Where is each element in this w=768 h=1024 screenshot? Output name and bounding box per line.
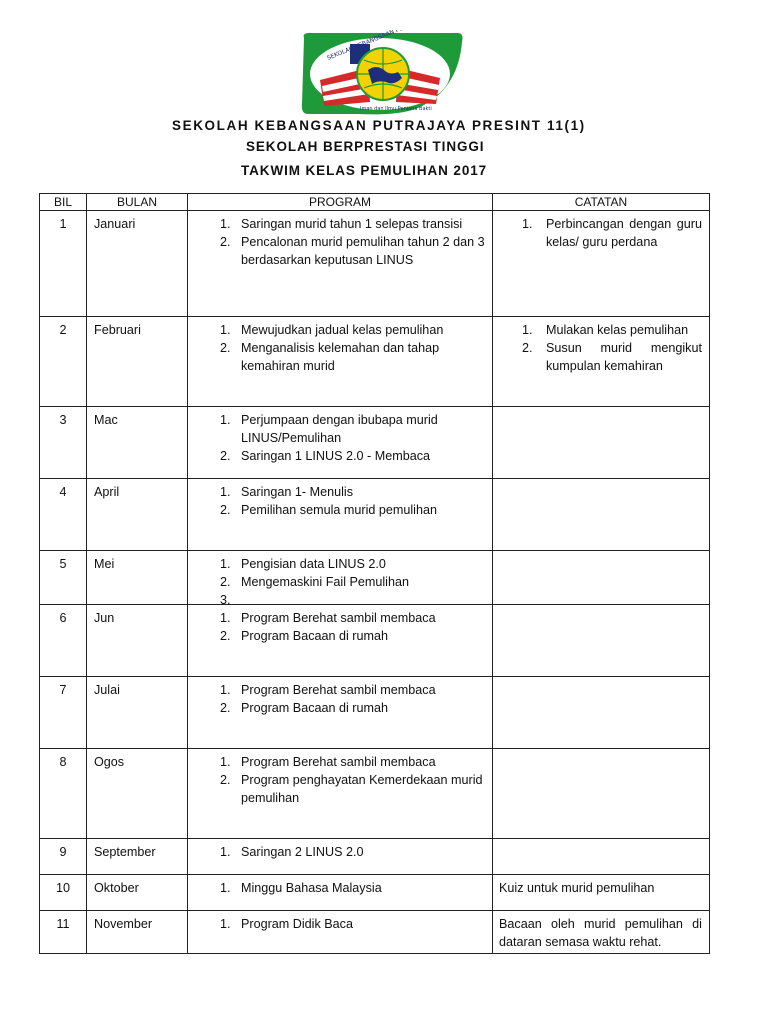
list-text: Saringan 1- Menulis <box>241 485 354 499</box>
list-text: Saringan murid tahun 1 selepas transisi <box>241 217 463 231</box>
cell-bil: 4 <box>40 479 87 551</box>
list-number: 2. <box>220 701 231 715</box>
cell-program <box>188 551 493 605</box>
cell-bulan: Februari <box>87 317 188 407</box>
cell-bil: 6 <box>40 605 87 677</box>
list-item <box>188 879 486 897</box>
cell-catatan <box>493 317 710 407</box>
list-number: 2. <box>220 235 231 249</box>
list-number: 2. <box>220 341 231 355</box>
cell-catatan <box>493 749 710 839</box>
cell-bulan: Januari <box>87 211 188 317</box>
list-item <box>188 681 486 699</box>
cell-catatan <box>493 479 710 551</box>
list-number: 1. <box>220 881 231 895</box>
cell-catatan <box>493 677 710 749</box>
list-number: 3. <box>220 593 231 607</box>
list-number: 1. <box>522 323 533 337</box>
numbered-list <box>188 915 486 933</box>
header-catatan: CATATAN <box>493 194 710 211</box>
cell-bil: 2 <box>40 317 87 407</box>
cell-program <box>188 211 493 317</box>
list-number: 1. <box>220 755 231 769</box>
list-number: 1. <box>220 683 231 697</box>
list-text: Minggu Bahasa Malaysia <box>241 881 382 895</box>
list-text: Mengemaskini Fail Pemulihan <box>241 575 409 589</box>
list-text: Program Berehat sambil membaca <box>241 755 436 769</box>
cell-catatan <box>493 551 710 605</box>
table-row <box>40 677 710 749</box>
list-text: Program Didik Baca <box>241 917 353 931</box>
calendar-table <box>39 193 710 954</box>
cell-program <box>188 677 493 749</box>
list-number: 1. <box>220 217 231 231</box>
list-item <box>188 753 486 771</box>
cell-catatan <box>493 211 710 317</box>
list-item <box>188 915 486 933</box>
list-number: 1. <box>220 323 231 337</box>
cell-bulan: Mei <box>87 551 188 605</box>
school-subtitle: SEKOLAH BERPRESTASI TINGGI <box>246 139 485 154</box>
numbered-list <box>188 879 486 897</box>
list-number: 2. <box>220 575 231 589</box>
cell-program <box>188 875 493 911</box>
list-text: Program Berehat sambil membaca <box>241 683 436 697</box>
cell-program <box>188 749 493 839</box>
list-text: Mewujudkan jadual kelas pemulihan <box>241 323 444 337</box>
list-number: 2. <box>220 629 231 643</box>
cell-bil: 8 <box>40 749 87 839</box>
school-name-title: SEKOLAH KEBANGSAAN PUTRAJAYA PRESINT 11(1) <box>172 118 586 133</box>
list-text: Susun murid mengikut kumpulan kemahiran <box>546 341 702 373</box>
list-number: 1. <box>220 611 231 625</box>
list-text: Perbincangan dengan guru kelas/ guru perdana <box>546 217 702 249</box>
table-row <box>40 911 710 954</box>
table-row <box>40 551 710 605</box>
list-number: 2. <box>522 341 533 355</box>
table-header-row <box>40 194 710 211</box>
cell-program <box>188 839 493 875</box>
list-text: Perjumpaan dengan ibubapa murid LINUS/Pemulihan <box>241 413 438 445</box>
cell-bulan: Mac <box>87 407 188 479</box>
list-text: Program Berehat sambil membaca <box>241 611 436 625</box>
logo-motto: Iman dan Ilmu Penjana Bakti <box>360 106 432 112</box>
list-item <box>499 215 702 251</box>
list-item <box>188 771 486 807</box>
cell-program <box>188 479 493 551</box>
cell-catatan <box>493 605 710 677</box>
list-text: Pencalonan murid pemulihan tahun 2 dan 3 berdasarkan keputusan LINUS <box>241 235 485 267</box>
table-row <box>40 479 710 551</box>
table-row <box>40 605 710 677</box>
cell-bulan: Julai <box>87 677 188 749</box>
calendar-title: TAKWIM KELAS PEMULIHAN 2017 <box>241 163 488 178</box>
list-text: Saringan 2 LINUS 2.0 <box>241 845 364 859</box>
list-item <box>188 215 486 233</box>
list-text: Program Bacaan di rumah <box>241 629 388 643</box>
table-row <box>40 875 710 911</box>
cell-catatan <box>493 911 710 954</box>
numbered-list <box>499 321 702 375</box>
list-item <box>188 233 486 269</box>
cell-catatan <box>493 407 710 479</box>
list-number: 1. <box>220 917 231 931</box>
catatan-text: Bacaan oleh murid pemulihan di dataran semasa waktu rehat. <box>499 917 702 949</box>
list-text: Pengisian data LINUS 2.0 <box>241 557 386 571</box>
list-item <box>188 609 486 627</box>
list-item <box>188 627 486 645</box>
numbered-list <box>188 609 486 645</box>
header-bil: BIL <box>40 194 87 211</box>
cell-bil: 7 <box>40 677 87 749</box>
cell-bil: 5 <box>40 551 87 605</box>
table-row <box>40 211 710 317</box>
catatan-text: Kuiz untuk murid pemulihan <box>499 881 655 895</box>
cell-bil: 1 <box>40 211 87 317</box>
numbered-list <box>188 321 486 375</box>
list-number: 1. <box>220 413 231 427</box>
list-number: 2. <box>220 773 231 787</box>
list-text: Saringan 1 LINUS 2.0 - Membaca <box>241 449 430 463</box>
list-item <box>188 447 486 465</box>
list-number: 1. <box>220 557 231 571</box>
table-row <box>40 407 710 479</box>
list-text: Mulakan kelas pemulihan <box>546 323 689 337</box>
numbered-list <box>188 411 486 465</box>
cell-bil: 9 <box>40 839 87 875</box>
cell-bulan: November <box>87 911 188 954</box>
cell-program <box>188 317 493 407</box>
list-text: Program penghayatan Kemerdekaan murid pemulihan <box>241 773 483 805</box>
numbered-list <box>188 555 486 607</box>
list-number: 2. <box>220 449 231 463</box>
list-item <box>188 321 486 339</box>
header-bulan: BULAN <box>87 194 188 211</box>
cell-bulan: Jun <box>87 605 188 677</box>
cell-bulan: Oktober <box>87 875 188 911</box>
cell-bil: 3 <box>40 407 87 479</box>
numbered-list <box>499 215 702 251</box>
list-number: 1. <box>522 217 533 231</box>
list-item <box>499 339 702 375</box>
table-row <box>40 317 710 407</box>
list-item <box>188 483 486 501</box>
school-logo <box>298 30 466 116</box>
list-number: 2. <box>220 503 231 517</box>
header-program: PROGRAM <box>188 194 493 211</box>
cell-catatan <box>493 875 710 911</box>
numbered-list <box>188 215 486 269</box>
list-item <box>188 339 486 375</box>
numbered-list <box>188 753 486 807</box>
list-item <box>499 321 702 339</box>
list-item <box>188 501 486 519</box>
cell-bil: 10 <box>40 875 87 911</box>
list-text: Program Bacaan di rumah <box>241 701 388 715</box>
list-text: Pemilihan semula murid pemulihan <box>241 503 437 517</box>
cell-bil: 11 <box>40 911 87 954</box>
cell-bulan: September <box>87 839 188 875</box>
cell-catatan <box>493 839 710 875</box>
cell-program <box>188 407 493 479</box>
numbered-list <box>188 681 486 717</box>
list-number: 1. <box>220 485 231 499</box>
cell-program <box>188 911 493 954</box>
numbered-list <box>188 843 486 861</box>
cell-program <box>188 605 493 677</box>
list-item <box>188 573 486 591</box>
list-item <box>188 843 486 861</box>
list-item <box>188 411 486 447</box>
list-number: 1. <box>220 845 231 859</box>
list-text: Menganalisis kelemahan dan tahap kemahiran murid <box>241 341 440 373</box>
list-item <box>188 699 486 717</box>
table-row <box>40 749 710 839</box>
cell-bulan: Ogos <box>87 749 188 839</box>
numbered-list <box>188 483 486 519</box>
list-item <box>188 555 486 573</box>
cell-bulan: April <box>87 479 188 551</box>
table-row <box>40 839 710 875</box>
